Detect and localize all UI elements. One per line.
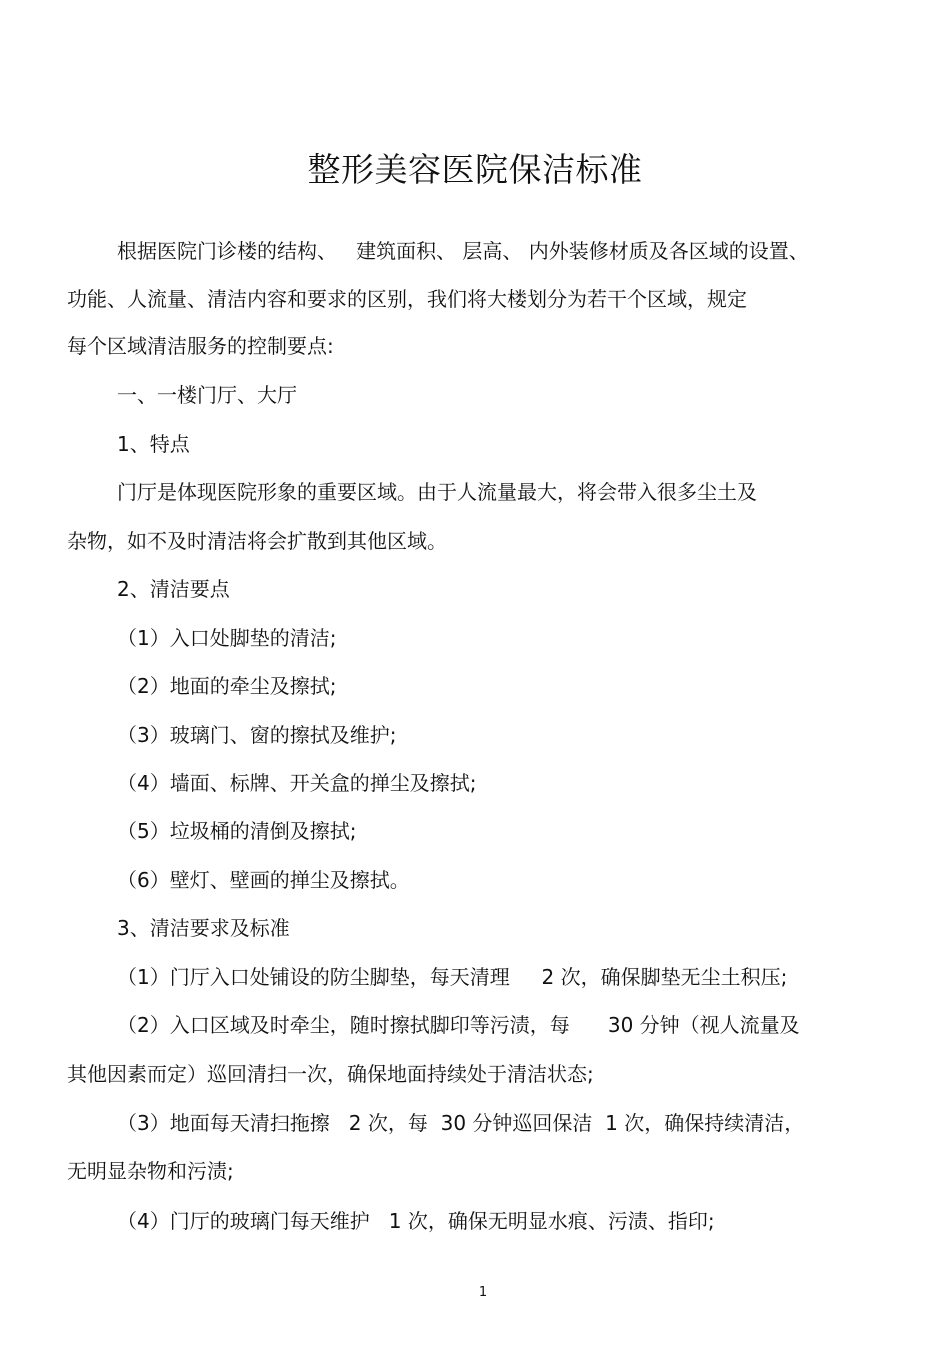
list-item: （1）门厅入口处铺设的防尘脚垫，每天清理 2 次，确保脚垫无尘土积压;: [117, 965, 788, 989]
document-title: 整形美容医院保洁标准: [307, 150, 643, 189]
list-item: （4）墙面、标牌、开关盒的掸尘及擦拭;: [117, 771, 477, 795]
paragraph-line: 根据医院门诊楼的结构、 建筑面积、 层高、 内外装修材质及各区域的设置、: [117, 239, 809, 263]
paragraph-line: 杂物，如不及时清洁将会扩散到其他区域。: [67, 529, 447, 553]
paragraph-line: 门厅是体现医院形象的重要区域。由于人流量最大，将会带入很多尘土及: [117, 480, 757, 504]
paragraph-line: 其他因素而定）巡回清扫一次，确保地面持续处于清洁状态;: [67, 1062, 594, 1086]
list-item: （4）门厅的玻璃门每天维护 1 次，确保无明显水痕、污渍、指印;: [117, 1209, 715, 1233]
list-item: （3）地面每天清扫拖擦 2 次，每 30 分钟巡回保洁 1 次，确保持续清洁，: [117, 1111, 805, 1135]
list-item: （6）壁灯、壁画的掸尘及擦拭。: [117, 868, 410, 892]
page-number: 1: [478, 1285, 488, 1300]
list-item: （2）入口区域及时牵尘，随时擦拭脚印等污渍，每 30 分钟（视人流量及: [117, 1013, 800, 1037]
paragraph-line: 每个区域清洁服务的控制要点:: [67, 334, 334, 358]
subsection-heading: 3、清洁要求及标准: [117, 916, 290, 940]
list-item: （3）玻璃门、窗的擦拭及维护;: [117, 723, 397, 747]
subsection-heading: 2、清洁要点: [117, 577, 230, 601]
paragraph-line: 功能、人流量、清洁内容和要求的区别，我们将大楼划分为若干个区域，规定: [67, 287, 747, 311]
list-item: （5）垃圾桶的清倒及擦拭;: [117, 819, 357, 843]
paragraph-line: 无明显杂物和污渍;: [67, 1159, 234, 1183]
list-item: （1）入口处脚垫的清洁;: [117, 626, 337, 650]
section-heading: 一、一楼门厅、大厅: [117, 383, 297, 407]
subsection-heading: 1、特点: [117, 432, 190, 456]
list-item: （2）地面的牵尘及擦拭;: [117, 674, 337, 698]
